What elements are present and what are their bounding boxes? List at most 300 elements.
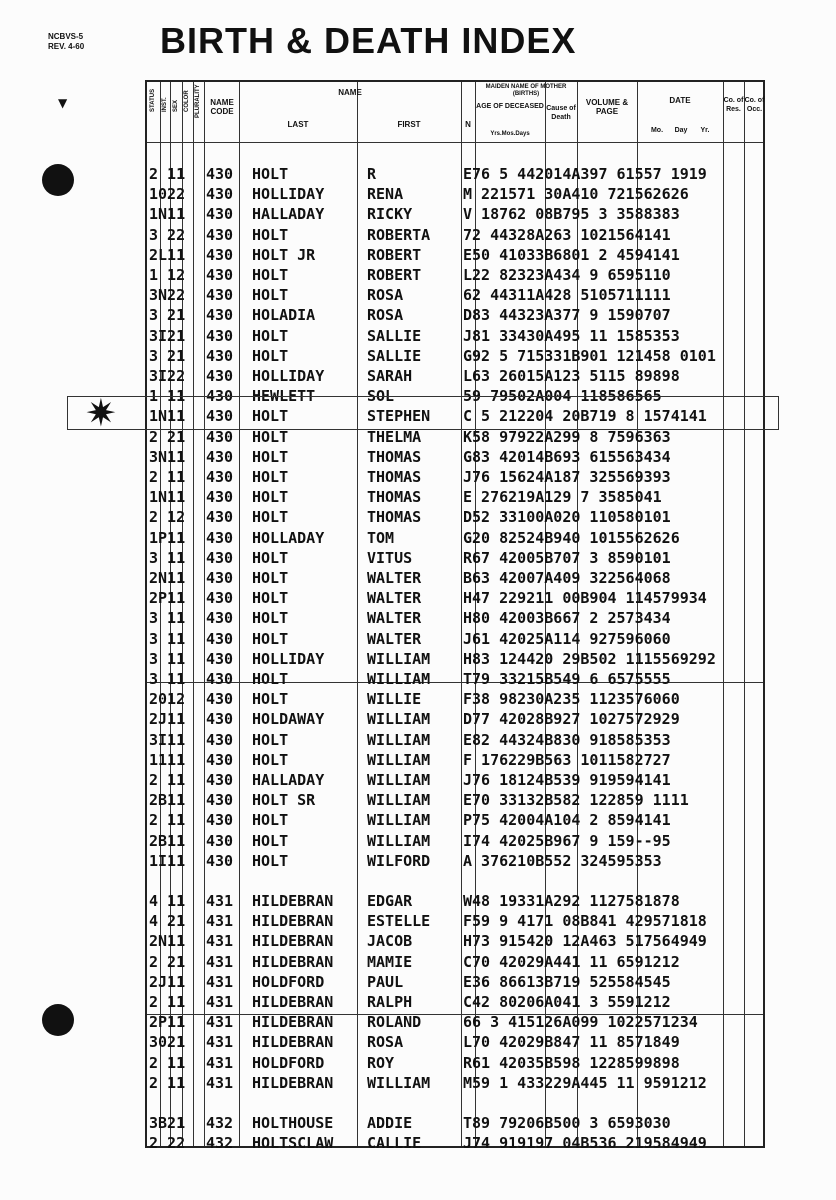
status-code: 2 12 [149, 508, 186, 527]
status-code: 2 11 [149, 468, 186, 486]
table-row [147, 326, 767, 346]
name-code: 430 [206, 306, 234, 325]
record-details: J81 33430A495 11 1585353 [463, 326, 680, 345]
table-row [147, 730, 767, 750]
table-row [147, 467, 767, 487]
status-code: 3B21 [149, 1114, 186, 1132]
name-code: 431 [206, 993, 234, 1011]
status-code: 3I11 [149, 730, 186, 749]
index-table [145, 80, 765, 1153]
table-row [147, 588, 767, 608]
first-name: ROBERT [367, 266, 422, 284]
header-mo: Mo. [650, 127, 664, 134]
status-code: 3 11 [149, 548, 186, 567]
last-name: HOLT [252, 346, 289, 365]
name-code: 432 [206, 1134, 234, 1153]
status-code: 1N11 [149, 407, 186, 426]
name-code: 431 [206, 952, 234, 971]
table-row [147, 1012, 767, 1032]
header-plurality: PLURALITY [195, 84, 201, 118]
header-co-res: Co. of Res. [723, 97, 744, 113]
table-row [147, 1053, 767, 1073]
name-code: 430 [206, 468, 234, 486]
table-row [147, 507, 767, 527]
table-row [147, 649, 767, 669]
star-marker-icon: ✷ [85, 391, 117, 435]
name-code: 431 [206, 912, 234, 931]
table-row [147, 750, 767, 770]
table-row [147, 931, 767, 951]
punch-hole-icon [42, 1004, 74, 1036]
record-details: C42 80206A041 3 5591212 [463, 993, 671, 1011]
record-details: P75 42004A104 2 8594141 [463, 811, 671, 830]
first-name: WILLIE [367, 690, 422, 709]
first-name: WALTER [367, 629, 422, 648]
table-row [147, 911, 767, 931]
first-name: VITUS [367, 548, 413, 567]
last-name: HOLT [252, 468, 289, 486]
table-row [147, 305, 767, 325]
status-code: 2 11 [149, 771, 186, 789]
header-last: LAST [287, 120, 309, 129]
first-name: WILLIAM [367, 710, 431, 729]
last-name: HOLT [252, 730, 289, 749]
last-name: HOLT [252, 407, 289, 426]
table-row [147, 629, 767, 649]
record-details: H47 229211 00B904 114579934 [463, 589, 707, 608]
record-details: W48 19331A292 1127581878 [463, 892, 680, 910]
first-name: THOMAS [367, 488, 422, 507]
name-code: 430 [206, 205, 234, 224]
first-name: RENA [367, 185, 404, 204]
name-code: 431 [206, 892, 234, 910]
first-name: WILLIAM [367, 831, 431, 850]
name-code: 430 [206, 488, 234, 507]
status-code: 2L11 [149, 245, 186, 264]
record-details: F 176229B563 1011582727 [463, 750, 671, 769]
name-code: 432 [206, 1114, 234, 1132]
last-name: HOLT [252, 508, 289, 527]
record-details: J74 919197 04B536 219584949 [463, 1134, 707, 1153]
status-code: 3021 [149, 1033, 186, 1052]
name-code: 430 [206, 670, 234, 688]
table-row [147, 1133, 767, 1153]
status-code: 3 11 [149, 670, 186, 688]
header-color: COLOR [184, 90, 190, 112]
status-code: 1 11 [149, 387, 186, 406]
last-name: HOLTSCLAW [252, 1134, 334, 1153]
table-row [147, 810, 767, 830]
status-code: 4 21 [149, 912, 186, 931]
header-maiden: MAIDEN NAME OF MOTHER (BIRTHS) [485, 84, 567, 97]
last-name: HOLT [252, 225, 289, 244]
last-name: HILDEBRAN [252, 1073, 334, 1092]
name-code: 430 [206, 589, 234, 608]
name-code: 430 [206, 569, 234, 587]
first-name: ESTELLE [367, 912, 431, 931]
status-code: 3N22 [149, 286, 186, 305]
table-row [147, 1113, 767, 1133]
header-date: DATE [669, 96, 691, 105]
last-name: HOLT [252, 851, 289, 870]
last-name: HILDEBRAN [252, 1013, 334, 1032]
form-number [48, 32, 84, 52]
last-name: HOLT [252, 750, 289, 769]
name-code: 430 [206, 346, 234, 365]
table-row [147, 972, 767, 992]
first-name: WILLIAM [367, 750, 431, 769]
record-details: G20 82524B940 1015562626 [463, 528, 680, 547]
name-code: 430 [206, 528, 234, 547]
first-name: SALLIE [367, 346, 422, 365]
record-details: C 5 212204 20B719 8 1574141 [463, 407, 707, 426]
last-name: HOLLIDAY [252, 649, 325, 668]
name-code: 430 [206, 427, 234, 446]
status-code: 2 21 [149, 427, 186, 446]
name-code: 431 [206, 1053, 234, 1072]
record-details: R67 42005B707 3 8590101 [463, 548, 671, 567]
last-name: HEWLETT [252, 387, 316, 406]
name-code: 430 [206, 649, 234, 668]
name-code: 430 [206, 165, 234, 183]
last-name: HILDEBRAN [252, 1033, 334, 1052]
last-name: HOLT [252, 427, 289, 446]
status-code: 2N11 [149, 932, 186, 951]
status-code: 1022 [149, 185, 186, 204]
table-row [147, 548, 767, 568]
name-code: 430 [206, 750, 234, 769]
table-row [147, 952, 767, 972]
record-details: J76 18124B539 919594141 [463, 771, 671, 789]
header-name-code: NAME CODE [210, 98, 234, 116]
last-name: HOLLIDAY [252, 367, 325, 385]
first-name: WILLIAM [367, 730, 431, 749]
status-code: 2 11 [149, 1073, 186, 1092]
name-code: 431 [206, 972, 234, 991]
name-code: 430 [206, 286, 234, 305]
name-code: 430 [206, 225, 234, 244]
first-name: PAUL [367, 972, 404, 991]
table-row [147, 851, 767, 871]
table-row [147, 204, 767, 224]
last-name: HALLADAY [252, 205, 325, 224]
last-name: HILDEBRAN [252, 932, 334, 951]
record-details: C70 42029A441 11 6591212 [463, 952, 680, 971]
header-day: Day [674, 127, 688, 134]
last-name: HOLADIA [252, 306, 316, 325]
last-name: HOLT [252, 286, 289, 305]
last-name: HOLLADAY [252, 528, 325, 547]
name-code: 431 [206, 1073, 234, 1092]
table-row [147, 245, 767, 265]
first-name: RALPH [367, 993, 413, 1011]
table-row [147, 528, 767, 548]
first-name: CALLIE [367, 1134, 422, 1153]
first-name: WALTER [367, 609, 422, 628]
name-code: 430 [206, 791, 234, 810]
first-name: SALLIE [367, 326, 422, 345]
status-code: 2P11 [149, 1013, 186, 1032]
record-details: F38 98230A235 1123576060 [463, 690, 680, 709]
last-name: HOLT SR [252, 791, 316, 810]
last-name: HOLT [252, 326, 289, 345]
header-ymd: Yrs.Mos.Days [490, 131, 530, 137]
last-name: HOLT [252, 447, 289, 466]
first-name: THOMAS [367, 447, 422, 466]
status-code: 1I11 [149, 851, 186, 870]
name-code: 430 [206, 851, 234, 870]
first-name: THOMAS [367, 508, 422, 527]
record-details: E76 5 442014A397 61557 1919 [463, 165, 707, 183]
first-name: ROSA [367, 306, 404, 325]
status-code: 2 21 [149, 952, 186, 971]
name-code: 430 [206, 548, 234, 567]
header-inst: INST. [162, 97, 168, 112]
last-name: HILDEBRAN [252, 892, 334, 910]
first-name: MAMIE [367, 952, 413, 971]
first-name: ROLAND [367, 1013, 422, 1032]
record-details: J61 42025A114 927596060 [463, 629, 671, 648]
last-name: HOLT [252, 690, 289, 709]
name-code: 430 [206, 407, 234, 426]
first-name: TOM [367, 528, 395, 547]
record-details: 62 44311A428 5105711111 [463, 286, 671, 305]
form-number-text: NCBVS-5 [48, 32, 84, 41]
name-code: 430 [206, 387, 234, 406]
first-name: ROBERT [367, 245, 422, 264]
header-cause: Cause of Death [546, 105, 576, 121]
table-row [147, 447, 767, 467]
last-name: HILDEBRAN [252, 993, 334, 1011]
record-details: E36 86613B719 525584545 [463, 972, 671, 991]
record-details: F59 9 4171 08B841 429571818 [463, 912, 707, 931]
status-code: 3I21 [149, 326, 186, 345]
first-name: SARAH [367, 367, 413, 385]
first-name: WILLIAM [367, 771, 431, 789]
last-name: HOLT [252, 811, 289, 830]
table-row [147, 346, 767, 366]
status-code: 3 21 [149, 306, 186, 325]
down-triangle-icon: ▼ [58, 96, 68, 110]
name-code: 430 [206, 730, 234, 749]
last-name: HOLT JR [252, 245, 316, 264]
name-code: 431 [206, 932, 234, 951]
status-code: 2J11 [149, 710, 186, 729]
first-name: WILLIAM [367, 791, 431, 810]
status-code: 2 22 [149, 1134, 186, 1153]
status-code: 3 21 [149, 346, 186, 365]
record-details: T79 33215B549 6 6575555 [463, 670, 671, 688]
header-yr: Yr. [700, 127, 710, 134]
last-name: HOLT [252, 629, 289, 648]
first-name: WILLIAM [367, 811, 431, 830]
name-code: 430 [206, 326, 234, 345]
record-details: J76 15624A187 325569393 [463, 468, 671, 486]
record-details: E50 41033B6801 2 4594141 [463, 245, 680, 264]
table-row [147, 669, 767, 689]
record-details: L22 82323A434 9 6595110 [463, 266, 671, 284]
record-details: L63 26015A123 5115 89898 [463, 367, 680, 385]
header-n: N [465, 120, 471, 129]
table-row [147, 184, 767, 204]
last-name: HOLT [252, 589, 289, 608]
table-row [147, 790, 767, 810]
record-details: 66 3 415126A099 1022571234 [463, 1013, 698, 1032]
status-code: 1111 [149, 750, 186, 769]
status-code: 3I22 [149, 367, 186, 385]
last-name: HOLT [252, 670, 289, 688]
last-name: HILDEBRAN [252, 952, 334, 971]
record-details: T89 79206B500 3 6593030 [463, 1114, 671, 1132]
last-name: HALLADAY [252, 771, 325, 789]
table-row [147, 265, 767, 285]
table-row [147, 831, 767, 851]
record-details: E 276219A129 7 3585041 [463, 488, 662, 507]
name-code: 430 [206, 609, 234, 628]
name-code: 430 [206, 629, 234, 648]
table-row [147, 992, 767, 1012]
name-code: 430 [206, 710, 234, 729]
record-details: H83 124420 29B502 1115569292 [463, 649, 716, 668]
name-code: 430 [206, 367, 234, 385]
last-name: HOLT [252, 488, 289, 507]
table-row [147, 891, 767, 911]
first-name: RICKY [367, 205, 413, 224]
name-code: 430 [206, 245, 234, 264]
header-age: AGE OF DECEASED [476, 103, 544, 110]
record-details: G83 42014B693 615563434 [463, 447, 671, 466]
record-details: M 221571 30A410 721562626 [463, 185, 689, 204]
status-code: 1P11 [149, 528, 186, 547]
record-details: D52 33100A020 110580101 [463, 508, 671, 527]
record-details: D83 44323A377 9 1590707 [463, 306, 671, 325]
highlight-box [67, 396, 779, 430]
header-co-occ: Co. of Occ. [744, 97, 765, 113]
header-name: NAME [338, 88, 362, 97]
name-code: 430 [206, 811, 234, 830]
first-name: THELMA [367, 427, 422, 446]
first-name: SOL [367, 387, 395, 406]
record-details: H80 42003B667 2 2573434 [463, 609, 671, 628]
last-name: HOLLIDAY [252, 185, 325, 204]
table-row [147, 366, 767, 386]
name-code: 430 [206, 771, 234, 789]
last-name: HOLT [252, 266, 289, 284]
name-code: 430 [206, 185, 234, 204]
page-title: BIRTH & DEATH INDEX [160, 20, 577, 61]
record-details: 59 79502A004 118586565 [463, 387, 662, 406]
table-row [147, 164, 767, 184]
table-row [147, 689, 767, 709]
first-name: WILLIAM [367, 649, 431, 668]
status-code: 3 11 [149, 649, 186, 668]
first-name: WILFORD [367, 851, 431, 870]
last-name: HOLT [252, 548, 289, 567]
table-row [147, 487, 767, 507]
name-code: 430 [206, 447, 234, 466]
record-details: G92 5 715331B901 121458 0101 [463, 346, 716, 365]
record-details: V 18762 08B795 3 3588383 [463, 205, 680, 224]
name-code: 430 [206, 266, 234, 284]
table-row [147, 608, 767, 628]
last-name: HOLT [252, 831, 289, 850]
status-code: 3 11 [149, 629, 186, 648]
record-details: M59 1 433229A445 11 9591212 [463, 1073, 707, 1092]
first-name: JACOB [367, 932, 413, 951]
header-status: STATUS [150, 88, 156, 112]
status-code: 2N11 [149, 569, 186, 587]
first-name: R [367, 165, 377, 183]
table-row [147, 1032, 767, 1052]
table-row [147, 285, 767, 305]
status-code: 3 22 [149, 225, 186, 244]
name-code: 430 [206, 508, 234, 527]
first-name: ROBERTA [367, 225, 431, 244]
first-name: STEPHEN [367, 407, 431, 426]
last-name: HOLTHOUSE [252, 1114, 334, 1132]
table-row [147, 709, 767, 729]
last-name: HOLT [252, 569, 289, 587]
status-code: 2 11 [149, 993, 186, 1011]
first-name: WILLIAM [367, 1073, 431, 1092]
status-code: 1 12 [149, 266, 186, 284]
table-row [147, 225, 767, 245]
last-name: HILDEBRAN [252, 912, 334, 931]
name-code: 431 [206, 1013, 234, 1032]
status-code: 2J11 [149, 972, 186, 991]
record-details: A 376210B552 324595353 [463, 851, 662, 870]
record-details: H73 915420 12A463 517564949 [463, 932, 707, 951]
last-name: HOLDFORD [252, 1053, 325, 1072]
first-name: WILLIAM [367, 670, 431, 688]
status-code: 2 11 [149, 811, 186, 830]
first-name: ROSA [367, 286, 404, 305]
name-code: 430 [206, 831, 234, 850]
table-row [147, 568, 767, 588]
status-code: 3N11 [149, 447, 186, 466]
punch-hole-icon [42, 164, 74, 196]
status-code: 2012 [149, 690, 186, 709]
first-name: WALTER [367, 589, 422, 608]
record-details: I74 42025B967 9 159--95 [463, 831, 671, 850]
record-details: E70 33132B582 122859 1111 [463, 791, 689, 810]
status-code: 2 11 [149, 165, 186, 183]
first-name: ADDIE [367, 1114, 413, 1132]
first-name: WALTER [367, 569, 422, 587]
first-name: EDGAR [367, 892, 413, 910]
record-details: K58 97922A299 8 7596363 [463, 427, 671, 446]
record-details: 72 44328A263 1021564141 [463, 225, 671, 244]
status-code: 3 11 [149, 609, 186, 628]
record-details: E82 44324B830 918585353 [463, 730, 671, 749]
status-code: 2P11 [149, 589, 186, 608]
status-code: 4 11 [149, 892, 186, 910]
record-details: D77 42028B927 1027572929 [463, 710, 680, 729]
record-details: L70 42029B847 11 8571849 [463, 1033, 680, 1052]
last-name: HOLDAWAY [252, 710, 325, 729]
header-volume: VOLUME & PAGE [585, 98, 629, 116]
name-code: 430 [206, 690, 234, 709]
last-name: HOLT [252, 609, 289, 628]
header-first: FIRST [397, 120, 421, 129]
table-row [147, 1073, 767, 1093]
table-row [147, 770, 767, 790]
first-name: ROY [367, 1053, 395, 1072]
name-code: 431 [206, 1033, 234, 1052]
first-name: ROSA [367, 1033, 404, 1052]
header-sex: SEX [173, 99, 179, 112]
status-code: 1N11 [149, 488, 186, 507]
